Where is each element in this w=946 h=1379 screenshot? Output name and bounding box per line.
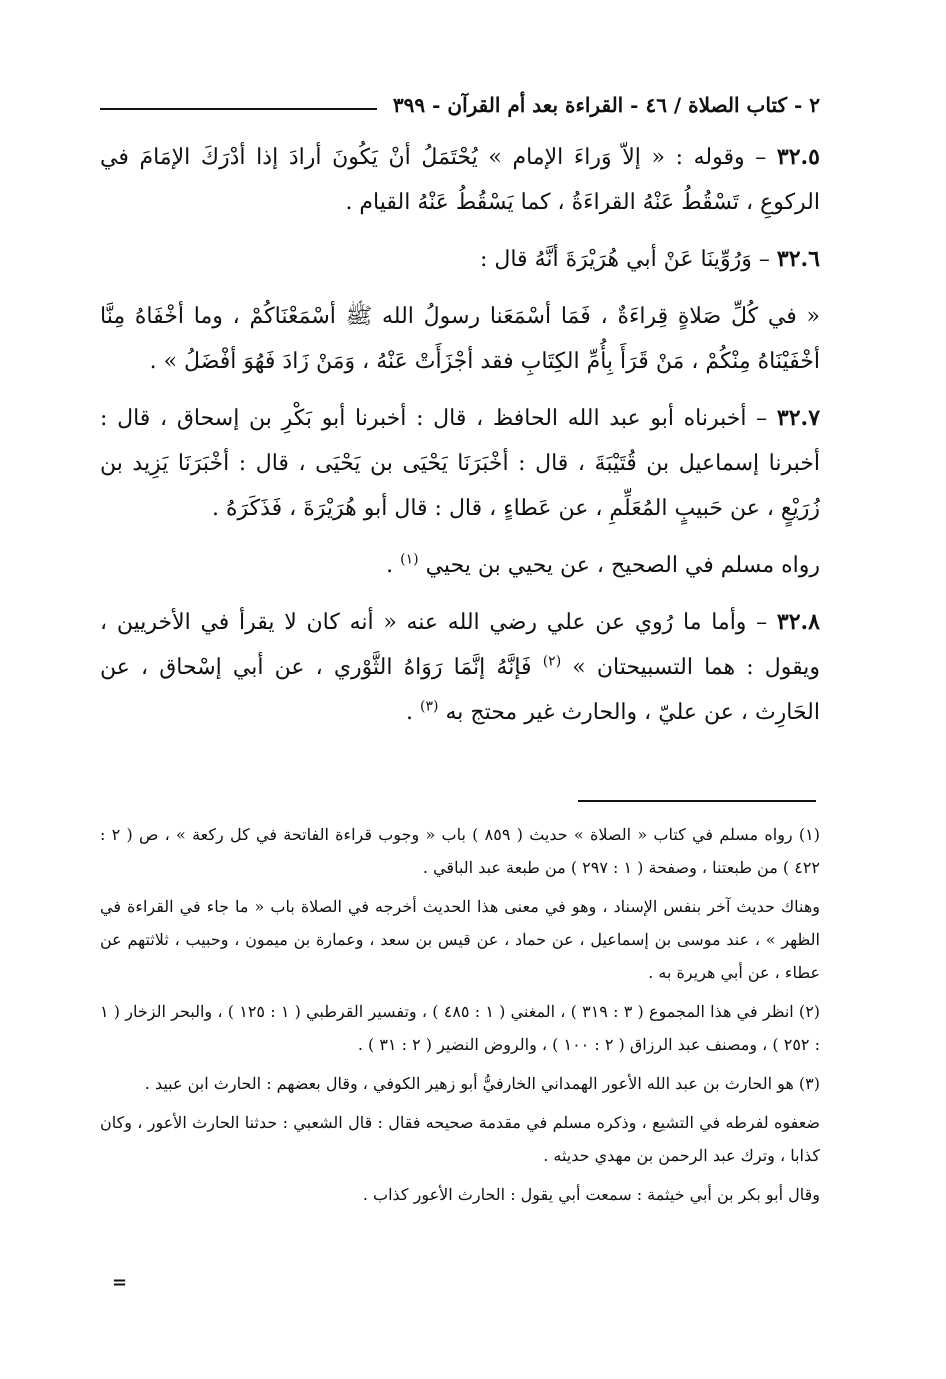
footnote-ref-3[interactable]: (٣) bbox=[420, 698, 439, 715]
paragraph-text: – أخبرناه أبو عبد الله الحافظ ، قال : أخبرنا أبو بَكْرِ بن إسحاق ، قال : أخبرنا إسماعيل بن قُتَيْبَةَ ، قال : أخْبَرَنَا يَحْيَى بن يَحْيَى ، قال : أخْبَرَنَا يَزِيد بن زُرَيْعٍ ، عن حَبيبٍ المُعَلِّمِ ، عن عَطاءٍ ، قال : قال أبو هُرَيْرَةَ ، فَذَكَرَهُ . bbox=[100, 406, 820, 521]
paragraph-number: ٣٢.٦ bbox=[776, 246, 820, 272]
paragraph-end: . bbox=[406, 700, 420, 725]
footnote-3-continued: ضعفوه لفرطه في التشيع ، وذكره مسلم في مقدمة صحيحه فقال : قال الشعبي : حدثنا الحارث الأعور ، وكان كذابا ، وترك عبد الرحمن بن مهدي حديثه . bbox=[100, 1113, 820, 1165]
paragraph-text: – وقوله : « إلاّ وَراءَ الإمام » يُحْتَمَلُ أنْ يَكُونَ أرادَ إذا أدْرَكَ الإمَامَ في الركوعِ ، تَسْقُطُ عَنْهُ القراءَةُ ، كما يَسْقُطُ عَنْهُ القيام . bbox=[100, 145, 820, 215]
paragraph-number: ٣٢.٨ bbox=[776, 609, 820, 635]
footnote-1-continued: وهناك حديث آخر بنفس الإسناد ، وهو في معنى هذا الحديث أخرجه في الصلاة باب « ما جاء في القراءة في الظهر » ، عند موسى بن إسماعيل ، عن حماد ، عن قيس بن سعد ، وعمارة بن ميمون ، وحبيب ، ثلاثتهم عن عطاء ، عن أبي هريرة به . bbox=[100, 897, 820, 982]
header-rule bbox=[100, 108, 377, 110]
paragraph-text: « في كُلِّ صَلاةٍ قِراءَةٌ ، فَمَا أسْمَعَنا رسولُ الله ﷺ أسْمَعْنَاكُمْ ، وما أخْفَاهُ مِنَّا أخْفَيْنَاهُ مِنْكُمْ ، مَنْ قَرَأَ بِأُمِّ الكِتَابِ فقد أجْزَأَتْ عَنْهُ ، وَمَنْ زَادَ فَهُوَ أفْضَلُ » . bbox=[100, 304, 820, 374]
running-header bbox=[100, 88, 820, 122]
paragraph-32-8 bbox=[100, 600, 820, 735]
footnote-3-end: وقال أبو بكر بن أبي خيثمة : سمعت أبي يقول : الحارث الأعور كذاب . bbox=[362, 1185, 820, 1204]
footnote-ref-1[interactable]: (١) bbox=[400, 551, 419, 568]
paragraph-text: – وَرُوِّينَا عَنْ أبي هُرَيْرَةَ أنَّهُ قال : bbox=[479, 247, 770, 272]
footnotes bbox=[100, 818, 820, 1217]
header-title: ٢ - كتاب الصلاة / ٤٦ - القراءة بعد أم القرآن - ٣٩٩ bbox=[392, 93, 820, 117]
paragraph-end: . bbox=[386, 553, 401, 578]
paragraph-32-6 bbox=[100, 237, 820, 282]
paragraph-text: فَإنَّهُ إنَّمَا رَوَاهُ الثَّوْري ، عن أبي إسْحاق ، عن الحَارِث ، عن عليّ ، والحارث غير محتج به bbox=[100, 655, 820, 725]
paragraph-number: ٣٢.٥ bbox=[776, 144, 820, 170]
paragraph-riwaya bbox=[100, 543, 820, 588]
paragraph-32-5 bbox=[100, 135, 820, 225]
paragraph-number: ٣٢.٧ bbox=[776, 405, 821, 431]
footnote-3: (٣) هو الحارث بن عبد الله الأعور الهمداني الخارفيُّ أبو زهير الكوفي ، وقال بعضهم : الحارث ابن عبيد . bbox=[144, 1074, 820, 1093]
footnote-ref-2[interactable]: (٢) bbox=[542, 653, 562, 670]
continuation-mark: = bbox=[112, 1272, 128, 1293]
hadith-quote bbox=[100, 294, 820, 384]
paragraph-text: – وأما ما رُوي عن علي رضي الله عنه « أنه كان لا يقرأ في الأخريين ، ويقول : هما التسبيحتان » bbox=[100, 610, 820, 680]
footnote-divider bbox=[578, 800, 816, 802]
paragraph-text: رواه مسلم في الصحيح ، عن يحيي بن يحيي bbox=[425, 553, 820, 578]
paragraph-32-7 bbox=[100, 396, 820, 531]
footnote-2: (٢) انظر في هذا المجموع ( ٣ : ٣١٩ ) ، المغني ( ١ : ٤٨٥ ) ، وتفسير القرطبي ( ١ : ١٢٥ ) ، والبحر الزخار ( ١ : ٢٥٢ ) ، ومصنف عبد الرزاق ( ٢ : ١٠٠ ) ، والروض النضير ( ٢ : ٣١ ) . bbox=[100, 1002, 821, 1054]
main-text bbox=[100, 135, 820, 747]
footnote-1: (١) رواه مسلم في كتاب « الصلاة » حديث ( ٨٥٩ ) باب « وجوب قراءة الفاتحة في كل ركعة » ، ص ( ٢ : ٤٢٢ ) من طبعتنا ، وصفحة ( ١ : ٢٩٧ ) من طبعة عبد الباقي . bbox=[100, 825, 820, 877]
